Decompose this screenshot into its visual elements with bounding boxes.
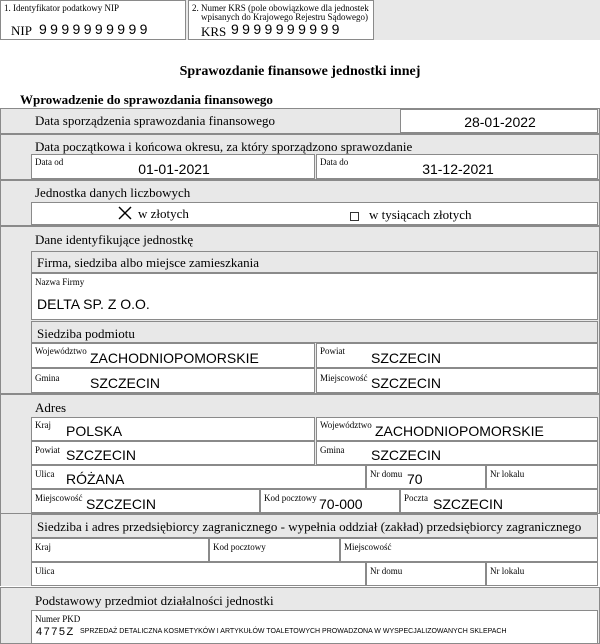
foreign-nr-lokalu-field[interactable] (486, 562, 598, 586)
nip-value: 9999999999 (39, 21, 151, 37)
addr-ulica-value: RÓŻANA (66, 471, 125, 487)
addr-kod-value: 70-000 (319, 496, 363, 512)
date-to-label: Data do (320, 157, 349, 167)
foreign-miejscowosc-label: Miejscowość (344, 542, 392, 552)
addr-poczta-field[interactable] (400, 489, 598, 513)
addr-miejscowosc-label: Miejscowość (35, 493, 83, 503)
foreign-nr-domu-field[interactable] (366, 562, 486, 586)
nip-label: 1. Identyfikator podatkowy NIP (4, 3, 119, 13)
date-to-value: 31-12-2021 (422, 161, 494, 177)
foreign-ulica-field[interactable] (31, 562, 366, 586)
seat-miejscowosc-label: Miejscowość (320, 373, 368, 383)
check-x-icon (118, 206, 132, 220)
addr-gmina-label: Gmina (320, 445, 345, 455)
date-prepared-value: 28-01-2022 (464, 114, 536, 130)
identity-label: Dane identyfikujące jednostkę (35, 232, 194, 247)
pkd-field[interactable] (31, 610, 598, 644)
firm-name-field[interactable] (31, 273, 598, 320)
nip-box[interactable] (0, 0, 186, 40)
addr-powiat-value: SZCZECIN (66, 447, 136, 463)
foreign-nr-domu-label: Nr domu (370, 566, 403, 576)
addr-kraj-label: Kraj (35, 420, 51, 430)
seat-gmina-value: SZCZECIN (90, 375, 160, 391)
date-from-value: 01-01-2021 (138, 161, 210, 177)
seat-wojewodztwo-field[interactable] (31, 343, 315, 368)
option-zlote[interactable] (118, 206, 189, 222)
addr-miejscowosc-field[interactable] (31, 489, 260, 513)
addr-gmina-field[interactable] (316, 441, 598, 465)
addr-poczta-label: Poczta (404, 493, 428, 503)
seat-wojewodztwo-value: ZACHODNIOPOMORSKIE (90, 350, 259, 366)
address-label: Adres (35, 400, 67, 415)
seat-gmina-field[interactable] (31, 368, 315, 393)
units-label: Jednostka danych liczbowych (35, 185, 191, 200)
foreign-header (31, 514, 598, 538)
seat-miejscowosc-value: SZCZECIN (371, 375, 441, 391)
period-label: Data początkowa i końcowa okresu, za który sporządzono sprawozdanie (35, 139, 413, 154)
pkd-description: SPRZEDAŻ DETALICZNA KOSMETYKÓW I ARTYKUŁÓW TOALETOWYCH PROWADZONA W WYSPECJALIZOWANYCH SKLEPACH (80, 628, 507, 635)
seat-miejscowosc-field[interactable] (316, 368, 598, 393)
section-title: Wprowadzenie do sprawozdania finansowego (20, 92, 273, 107)
seat-header (31, 321, 598, 343)
krs-box[interactable] (188, 0, 374, 40)
date-prepared-label: Data sporządzenia sprawozdania finansowego (35, 113, 276, 128)
seat-powiat-label: Powiat (320, 346, 346, 356)
seat-wojewodztwo-label: Województwo (35, 346, 87, 356)
addr-nr-domu-value: 70 (407, 471, 423, 487)
addr-wojewodztwo-label: Województwo (320, 420, 372, 430)
seat-powiat-field[interactable] (316, 343, 598, 368)
foreign-miejscowosc-field[interactable] (340, 538, 598, 562)
addr-gmina-value: SZCZECIN (371, 447, 441, 463)
krs-prefix: KRS (201, 24, 227, 39)
addr-nr-lokalu-field[interactable] (486, 465, 598, 489)
addr-kraj-value: POLSKA (66, 423, 123, 439)
addr-kraj-field[interactable] (31, 417, 315, 441)
foreign-gutter (0, 514, 31, 586)
addr-nr-lokalu-label: Nr lokalu (490, 469, 525, 479)
pkd-label: Podstawowy przedmiot działalności jednostki (35, 593, 274, 608)
addr-nr-domu-label: Nr domu (370, 469, 403, 479)
krs-label-line2: wpisanych do Krajowego Rejestru Sądowego) (201, 12, 368, 22)
seat-powiat-value: SZCZECIN (371, 350, 441, 366)
krs-value: 9999999999 (231, 21, 343, 37)
addr-wojewodztwo-field[interactable] (316, 417, 598, 441)
firm-header (31, 251, 598, 273)
addr-kod-field[interactable] (260, 489, 400, 513)
addr-ulica-field[interactable] (31, 465, 366, 489)
foreign-kod-field[interactable] (209, 538, 340, 562)
addr-nr-domu-field[interactable] (366, 465, 486, 489)
addr-ulica-label: Ulica (35, 469, 55, 479)
foreign-label: Siedziba i adres przedsiębiorcy zagranicznego - wypełnia oddział (zakład) przedsiębiorcy zagranicznego (37, 519, 582, 534)
option-zlote-label: w złotych (138, 206, 189, 221)
option-tysiace-label: w tysiącach złotych (369, 207, 472, 222)
units-options (31, 202, 598, 225)
foreign-kraj-label: Kraj (35, 542, 51, 552)
checkbox-icon (350, 212, 359, 221)
date-prepared-field[interactable] (400, 109, 598, 133)
firm-name-label: Nazwa Firmy (35, 277, 85, 287)
seat-gmina-label: Gmina (35, 373, 60, 383)
date-to-field[interactable] (316, 154, 598, 179)
foreign-nr-lokalu-label: Nr lokalu (490, 566, 525, 576)
date-from-field[interactable] (31, 154, 315, 179)
firm-name-value: DELTA SP. Z O.O. (37, 296, 150, 312)
addr-kod-label: Kod pocztowy (264, 493, 317, 503)
foreign-kod-label: Kod pocztowy (213, 542, 266, 552)
krs-label-line1: 2. Numer KRS (pole obowiązkowe dla jednostek (192, 3, 369, 13)
firm-header-label: Firma, siedziba albo miejsce zamieszkania (37, 255, 259, 270)
seat-header-label: Siedziba podmiotu (37, 326, 135, 341)
addr-miejscowosc-value: SZCZECIN (86, 496, 156, 512)
addr-powiat-label: Powiat (35, 445, 61, 455)
foreign-ulica-label: Ulica (35, 566, 55, 576)
page-title: Sprawozdanie finansowe jednostki innej (179, 64, 421, 79)
addr-wojewodztwo-value: ZACHODNIOPOMORSKIE (375, 423, 544, 439)
nip-prefix: NIP (11, 23, 32, 38)
pkd-number-label: Numer PKD (35, 614, 81, 624)
addr-powiat-field[interactable] (31, 441, 315, 465)
option-tysiace[interactable] (350, 207, 472, 223)
pkd-code: 4775Z (36, 626, 75, 638)
addr-poczta-value: SZCZECIN (433, 496, 503, 512)
foreign-kraj-field[interactable] (31, 538, 209, 562)
date-from-label: Data od (35, 157, 64, 167)
